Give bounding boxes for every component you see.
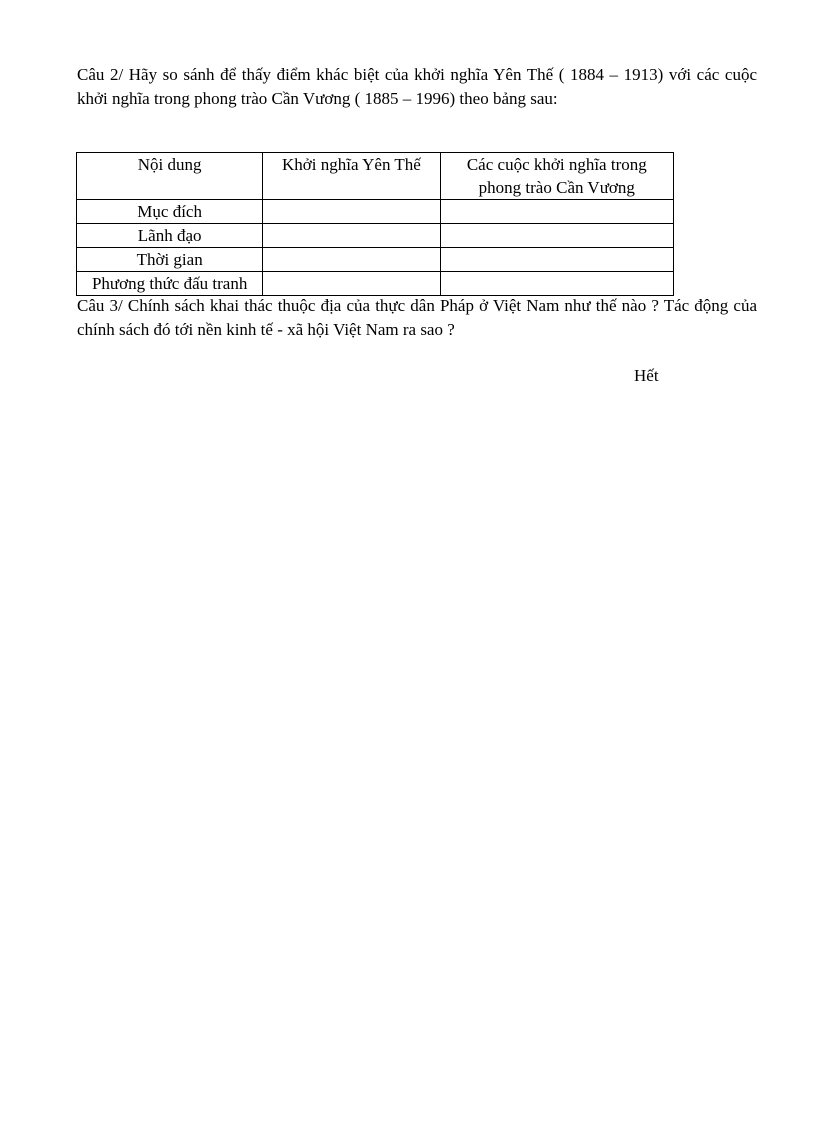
cell-yen-the [263, 248, 440, 272]
table-row [77, 248, 674, 272]
cell-can-vuong [440, 224, 673, 248]
question-2-text: Câu 2/ Hãy so sánh để thấy điểm khác biệt của khởi nghĩa Yên Thế ( 1884 – 1913) với các cuộc khởi nghĩa trong phong trào Cần Vương ( 1885 – 1996) theo bảng sau: [77, 65, 757, 108]
cell-yen-the [263, 224, 440, 248]
end-mark: Hết [634, 366, 659, 385]
table-header-row [77, 153, 674, 200]
cell-can-vuong [440, 200, 673, 224]
question-3-text: Câu 3/ Chính sách khai thác thuộc địa của thực dân Pháp ở Việt Nam như thế nào ? Tác động của chính sách đó tới nền kinh tế - xã hội Việt Nam ra sao ? [77, 296, 757, 339]
comparison-table [76, 152, 674, 296]
row-label-purpose: Mục đích [77, 200, 263, 224]
row-label-method: Phương thức đấu tranh [77, 272, 263, 296]
cell-yen-the [263, 272, 440, 296]
table-row [77, 224, 674, 248]
cell-can-vuong [440, 248, 673, 272]
table-row [77, 200, 674, 224]
header-content: Nội dung [77, 153, 263, 200]
header-can-vuong: Các cuộc khởi nghĩa trong phong trào Cần Vương [440, 153, 673, 200]
cell-yen-the [263, 200, 440, 224]
row-label-time: Thời gian [77, 248, 263, 272]
table-row [77, 272, 674, 296]
header-yen-the: Khởi nghĩa Yên Thế [263, 153, 440, 200]
cell-can-vuong [440, 272, 673, 296]
row-label-leadership: Lãnh đạo [77, 224, 263, 248]
